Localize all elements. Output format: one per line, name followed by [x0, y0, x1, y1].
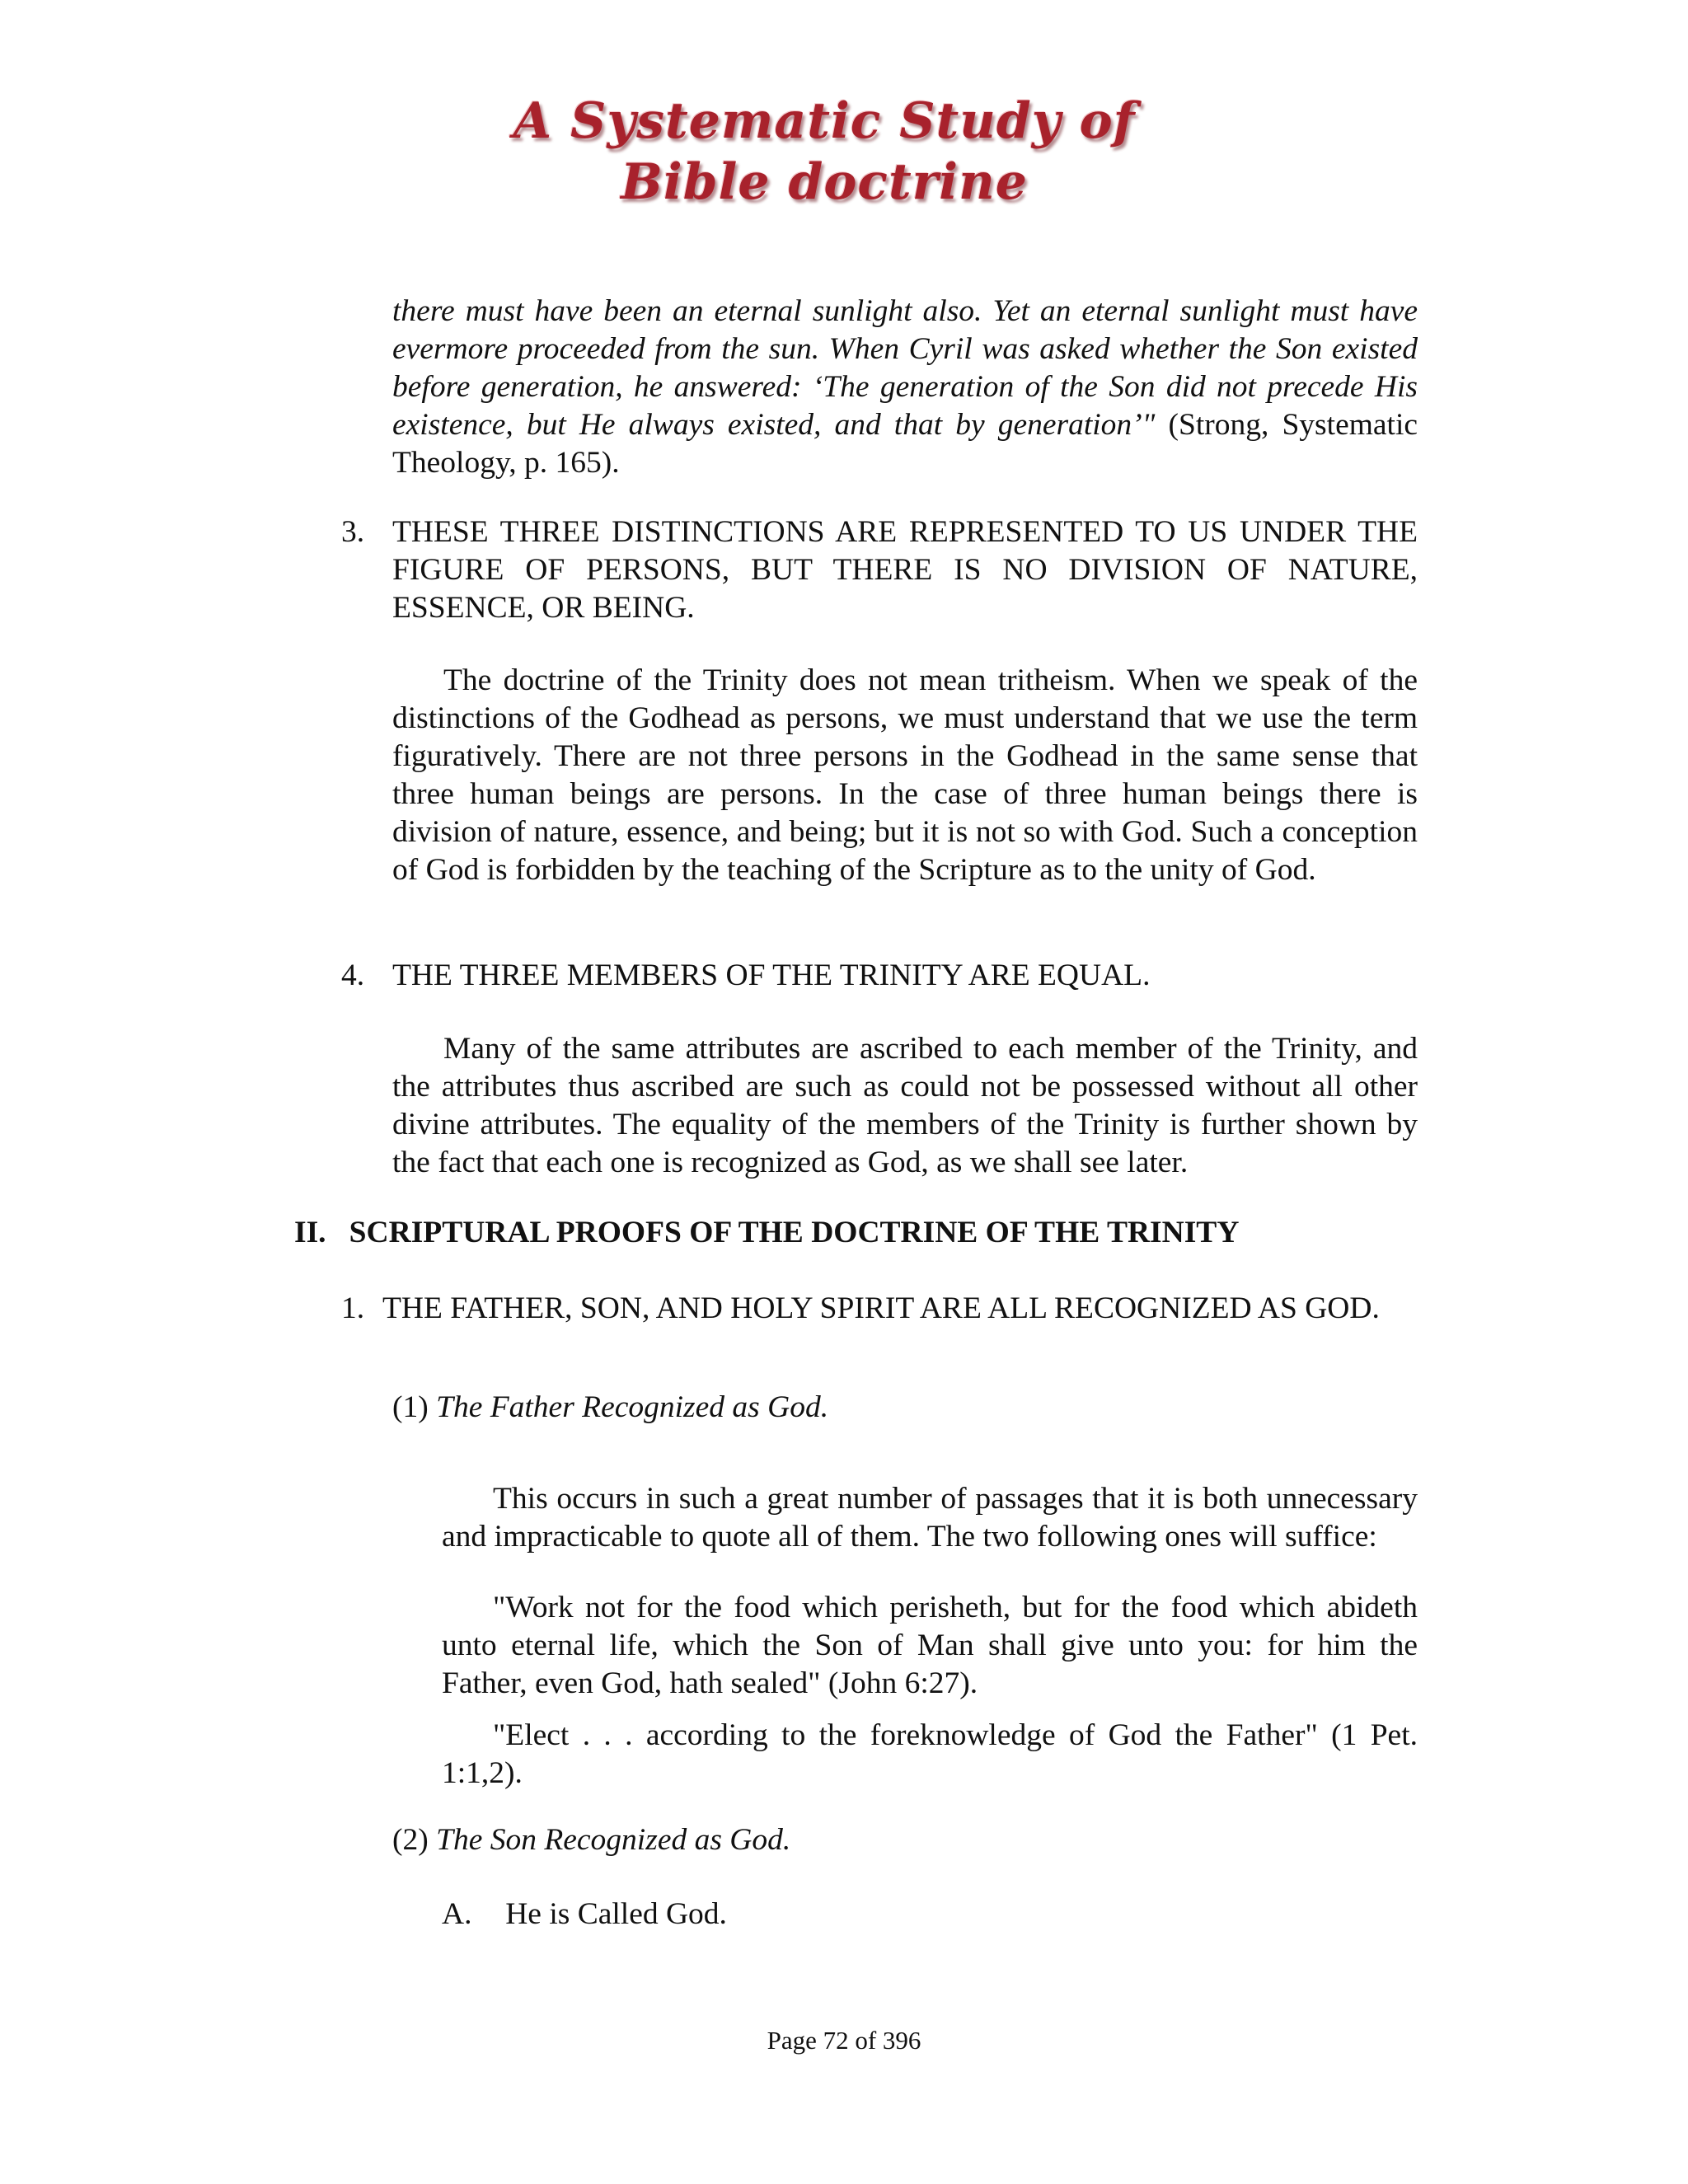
sub-1-label: (1) — [392, 1390, 429, 1424]
sub-2-item-a-label: A. — [442, 1897, 472, 1931]
section-2-point-1-heading-text: THE FATHER, SON, AND HOLY SPIRIT ARE ALL RECOGNIZED AS GOD. — [382, 1291, 1380, 1325]
quote-continuation — [392, 293, 1418, 482]
sub-1-heading — [392, 1389, 828, 1427]
point-3-body: The doctrine of the Trinity does not mean tritheism. When we speak of the distinctions of the Godhead as persons, we must understand that we use the term figuratively. There are not three persons in the Godhead in the same sense that three human beings are persons. In the case of three human beings there is division of nature, essence, and being; but it is not so with God. Such a conception of God is forbidden by the teaching of the Scripture as to the unity of God. — [392, 663, 1418, 887]
point-4-body: Many of the same attributes are ascribed to each member of the Trinity, and the attributes thus ascribed are such as could not be possessed without all other divine attributes. The equality of the members of the Trinity is further shown by the fact that each one is recognized as God, as we shall see later. — [392, 1032, 1418, 1179]
page-number: Page 72 of 396 — [767, 2026, 921, 2055]
book-title-line-1: A Systematic Study of — [513, 92, 1136, 150]
sub-1-title: The Father Recognized as God. — [436, 1390, 829, 1424]
sub-1-quote-2: "Elect . . . according to the foreknowledge of God the Father" (1 Pet. 1:1,2). — [442, 1718, 1418, 1790]
sub-2-item-a — [442, 1896, 727, 1933]
point-3-heading: THESE THREE DISTINCTIONS ARE REPRESENTED TO US UNDER THE FIGURE OF PERSONS, BUT THERE IS NO DIVISION OF NATURE, ESSENCE, OR BEING. — [392, 515, 1418, 625]
sub-2-title: The Son Recognized as God. — [436, 1823, 791, 1857]
point-3-number: 3. — [341, 515, 365, 549]
section-2-heading: II. SCRIPTURAL PROOFS OF THE DOCTRINE OF THE TRINITY — [294, 1216, 1240, 1249]
section-2-point-1-heading — [382, 1290, 1418, 1328]
section-2-point-1-number: 1. — [341, 1291, 365, 1325]
sub-2-label: (2) — [392, 1823, 429, 1857]
point-4-number: 4. — [341, 958, 365, 992]
sub-1-body: This occurs in such a great number of passages that it is both unnecessary and impracticable to quote all of them. The two following ones will suffice: — [442, 1482, 1418, 1554]
book-title-logo — [495, 91, 1154, 214]
book-title-line-2: Bible doctrine — [621, 153, 1028, 211]
point-4-heading: THE THREE MEMBERS OF THE TRINITY ARE EQUAL. — [392, 958, 1151, 992]
quote-text: there must have been an eternal sunlight also. Yet an eternal sunlight must have evermore proceeded from the sun. When Cyril was asked whether the Son existed before generation, he answered: ‘The generation of the Son did not precede His existence, but He always existed, and that by generation’" — [392, 294, 1418, 442]
sub-2-item-a-text: He is Called God. — [505, 1897, 727, 1931]
sub-2-heading — [392, 1821, 790, 1859]
quote-citation: (Strong, Systematic Theology, p. 165). — [392, 408, 1418, 480]
sub-1-quote-1: "Work not for the food which perisheth, but for the food which abideth unto eternal life, which the Son of Man shall give unto you: for him the Father, even God, hath sealed" (John 6:27). — [442, 1591, 1418, 1700]
